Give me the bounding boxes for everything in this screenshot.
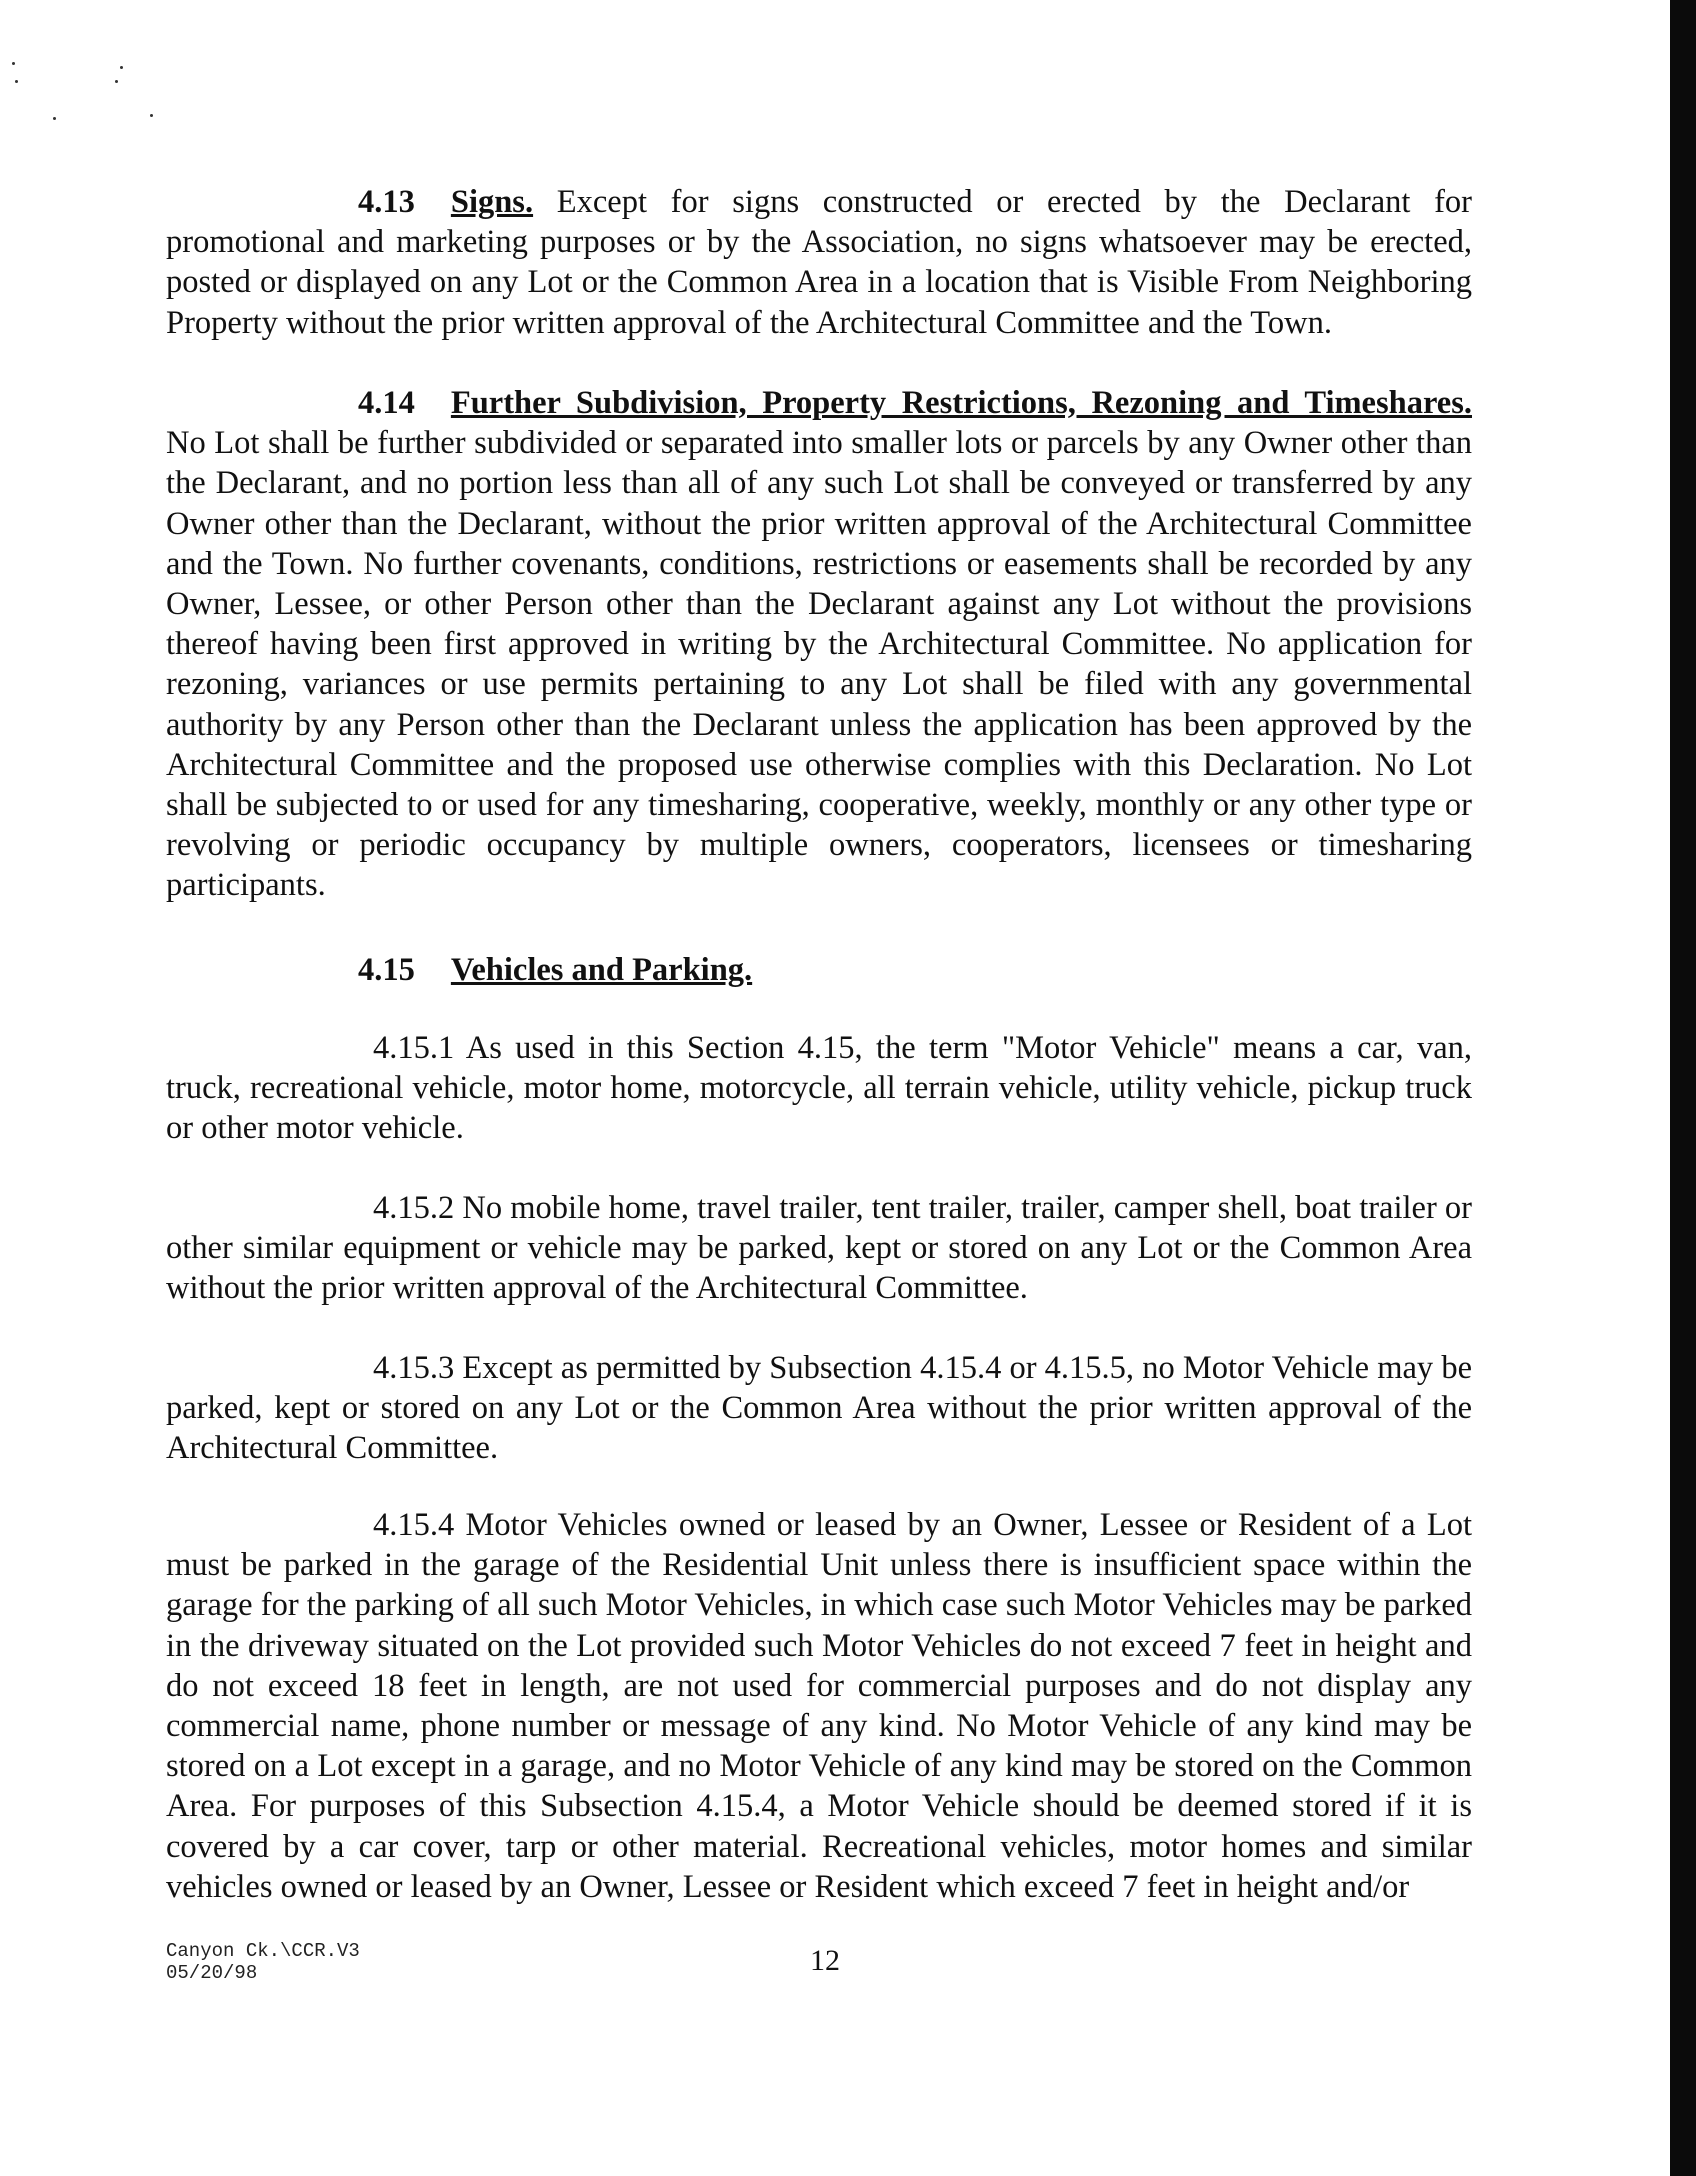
section-heading: Vehicles and Parking.: [450, 952, 753, 988]
scan-edge-shadow: [1670, 0, 1696, 2176]
subsection-text: 4.15.3 Except as permitted by Subsection 4.15.4 or 4.15.5, no Motor Vehicle may be parked, kept or stored on any Lot or the Common Area without the prior written approval of the Architectural Committee.: [166, 1350, 1472, 1467]
page-number: 12: [810, 1944, 840, 1977]
footer-file-path: Canyon Ck.\CCR.V3: [166, 1940, 360, 1962]
subsection-4-15-4: [166, 1505, 1472, 1907]
footer-file-reference: [166, 1940, 360, 1984]
subsection-4-15-3: [166, 1348, 1472, 1469]
section-heading: Signs.: [450, 184, 534, 220]
scan-speck: [12, 62, 15, 65]
scan-speck: [15, 80, 18, 83]
subsection-text: 4.15.4 Motor Vehicles owned or leased by an Owner, Lessee or Resident of a Lot must be parked in the garage of the Residential Unit unless there is insufficient space within the garage for the parking of all such Motor Vehicles, in which case such Motor Vehicles may be parked in the driveway situated on the Lot provided such Motor Vehicles do not exceed 7 feet in height and do not exceed 18 feet in length, are not used for commercial purposes and do not display any commercial name, phone number or message of any kind. No Motor Vehicle of any kind may be stored on a Lot except in a garage, and no Motor Vehicle of any kind may be stored on the Common Area. For purposes of this Subsection 4.15.4, a Motor Vehicle should be deemed stored if it is covered by a car cover, tarp or other material. Recreational vehicles, motor homes and similar vehicles owned or leased by an Owner, Lessee or Resident which exceed 7 feet in height and/or: [166, 1507, 1472, 1905]
subsection-text: 4.15.2 No mobile home, travel trailer, tent trailer, trailer, camper shell, boat trailer or other similar equipment or vehicle may be parked, kept or stored on any Lot or the Common Area without the prior written approval of the Architectural Committee.: [166, 1190, 1472, 1307]
section-number: 4.15: [358, 952, 415, 988]
section-4-13: [166, 182, 1472, 343]
subsection-4-15-1: [166, 1028, 1472, 1149]
subsection-text: 4.15.1 As used in this Section 4.15, the term "Motor Vehicle" means a car, van, truck, recreational vehicle, motor home, motorcycle, all terrain vehicle, utility vehicle, pickup truck or other motor vehicle.: [166, 1030, 1472, 1147]
subsection-4-15-2: [166, 1188, 1472, 1309]
footer-date: 05/20/98: [166, 1962, 258, 1984]
section-4-14: [166, 383, 1472, 906]
scan-speck: [150, 114, 153, 117]
section-heading: Further Subdivision, Property Restrictions, Rezoning and Timeshares.: [450, 385, 1472, 421]
section-number: 4.13: [358, 184, 415, 220]
section-body: Except for signs constructed or erected by the Declarant for promotional and marketing purposes or by the Association, no signs whatsoever may be erected, posted or displayed on any Lot or the Common Area in a location that is Visible From Neighboring Property without the prior written approval of the Architectural Committee and the Town.: [166, 184, 1472, 341]
scan-speck: [53, 117, 56, 120]
scan-speck: [120, 66, 123, 69]
section-4-15: [166, 950, 1472, 990]
section-body: No Lot shall be further subdivided or separated into smaller lots or parcels by any Owner other than the Declarant, and no portion less than all of any such Lot shall be conveyed or transferred by any Owner other than the Declarant, without the prior written approval of the Architectural Committee and the Town. No further covenants, conditions, restrictions or easements shall be recorded by any Owner, Lessee, or other Person other than the Declarant against any Lot without the provisions thereof having been first approved in writing by the Architectural Committee. No application for rezoning, variances or use permits pertaining to any Lot shall be filed with any governmental authority by any Person other than the Declarant unless the application has been approved by the Architectural Committee and the proposed use otherwise complies with this Declaration. No Lot shall be subjected to or used for any timesharing, cooperative, weekly, monthly or any other type or revolving or periodic occupancy by multiple owners, cooperators, licensees or timesharing participants.: [166, 425, 1472, 904]
scan-speck: [115, 80, 118, 83]
section-number: 4.14: [358, 385, 415, 421]
